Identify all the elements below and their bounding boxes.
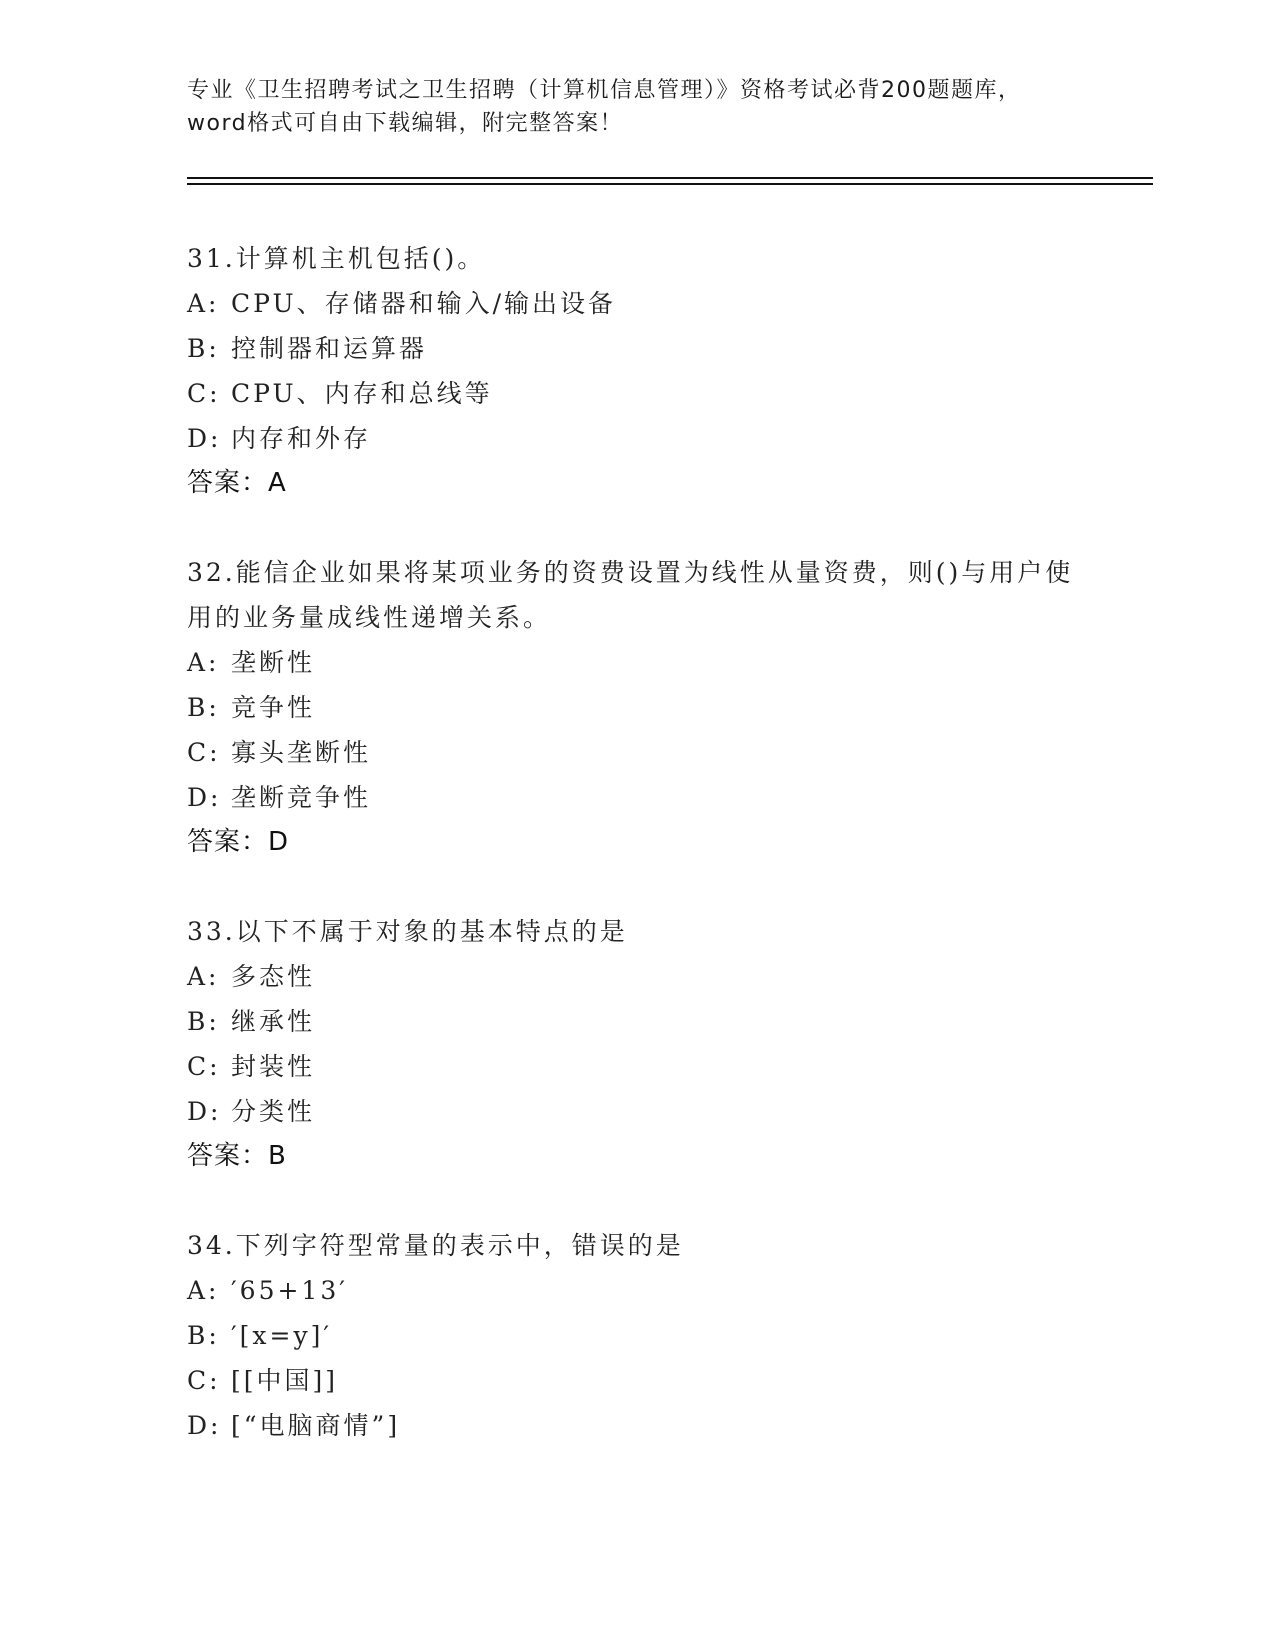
option-key: C:: [187, 1366, 221, 1395]
option-text: 分类性: [231, 1097, 316, 1126]
option-text: ′[x=y]′: [231, 1321, 333, 1350]
option-key: A:: [187, 1276, 220, 1305]
question-33: [187, 909, 1087, 1179]
answer-line: [187, 461, 1087, 506]
option-b: [187, 685, 1087, 730]
option-text: 继承性: [231, 1007, 316, 1036]
option-text: 垄断竞争性: [231, 783, 372, 812]
question-stem: 33.以下不属于对象的基本特点的是: [187, 917, 628, 946]
question-stem: 32.能信企业如果将某项业务的资费设置为线性从量资费，则()与用户使用的业务量成线性递增关系。: [187, 558, 1074, 632]
option-text: 竞争性: [231, 693, 316, 722]
option-text: 多态性: [231, 962, 316, 991]
option-key: A:: [187, 962, 220, 991]
option-key: D:: [187, 424, 222, 453]
option-text: CPU、内存和总线等: [231, 379, 493, 408]
option-b: [187, 1313, 1087, 1358]
header-line-1: 专业《卫生招聘考试之卫生招聘（计算机信息管理）》资格考试必背200题题库，: [187, 78, 1022, 103]
option-c: [187, 371, 1087, 416]
header-line-2: word格式可自由下载编辑，附完整答案！: [187, 111, 624, 136]
option-c: [187, 1358, 1087, 1403]
option-text: [“电脑商情”]: [231, 1411, 401, 1440]
option-c: [187, 1044, 1087, 1089]
option-text: 封装性: [231, 1052, 316, 1081]
option-b: [187, 999, 1087, 1044]
option-text: CPU、存储器和输入/输出设备: [231, 289, 617, 318]
option-key: C:: [187, 379, 221, 408]
option-key: B:: [187, 1321, 220, 1350]
question-31: [187, 236, 1087, 506]
question-list: [187, 236, 1087, 1492]
answer-value: B: [268, 1141, 287, 1171]
question-stem: 31.计算机主机包括()。: [187, 244, 486, 273]
answer-value: D: [268, 827, 290, 857]
option-key: D:: [187, 1097, 222, 1126]
option-text: 控制器和运算器: [231, 334, 428, 363]
option-a: [187, 1268, 1087, 1313]
option-key: C:: [187, 1052, 221, 1081]
answer-value: A: [268, 468, 287, 498]
option-d: [187, 775, 1087, 820]
option-text: 寡头垄断性: [231, 738, 372, 767]
option-a: [187, 281, 1087, 326]
option-key: A:: [187, 289, 220, 318]
document-header: [187, 74, 1087, 140]
question-32: [187, 550, 1087, 865]
header-divider-bottom: [187, 183, 1153, 185]
question-34: [187, 1223, 1087, 1448]
option-key: A:: [187, 648, 220, 677]
option-key: B:: [187, 693, 220, 722]
option-key: B:: [187, 1007, 220, 1036]
option-d: [187, 1403, 1087, 1448]
option-key: B:: [187, 334, 220, 363]
option-text: ′65+13′: [231, 1276, 348, 1305]
option-d: [187, 416, 1087, 461]
option-a: [187, 954, 1087, 999]
answer-label: 答案：: [187, 468, 269, 498]
answer-line: [187, 1134, 1087, 1179]
option-text: 内存和外存: [231, 424, 372, 453]
question-stem: 34.下列字符型常量的表示中，错误的是: [187, 1231, 684, 1260]
option-text: 垄断性: [231, 648, 316, 677]
option-key: D:: [187, 783, 222, 812]
option-key: C:: [187, 738, 221, 767]
option-d: [187, 1089, 1087, 1134]
option-text: [[中国]]: [231, 1366, 339, 1395]
option-c: [187, 730, 1087, 775]
option-key: D:: [187, 1411, 222, 1440]
header-divider-top: [187, 177, 1153, 179]
answer-line: [187, 820, 1087, 865]
answer-label: 答案：: [187, 1141, 269, 1171]
option-a: [187, 640, 1087, 685]
answer-label: 答案：: [187, 827, 269, 857]
option-b: [187, 326, 1087, 371]
